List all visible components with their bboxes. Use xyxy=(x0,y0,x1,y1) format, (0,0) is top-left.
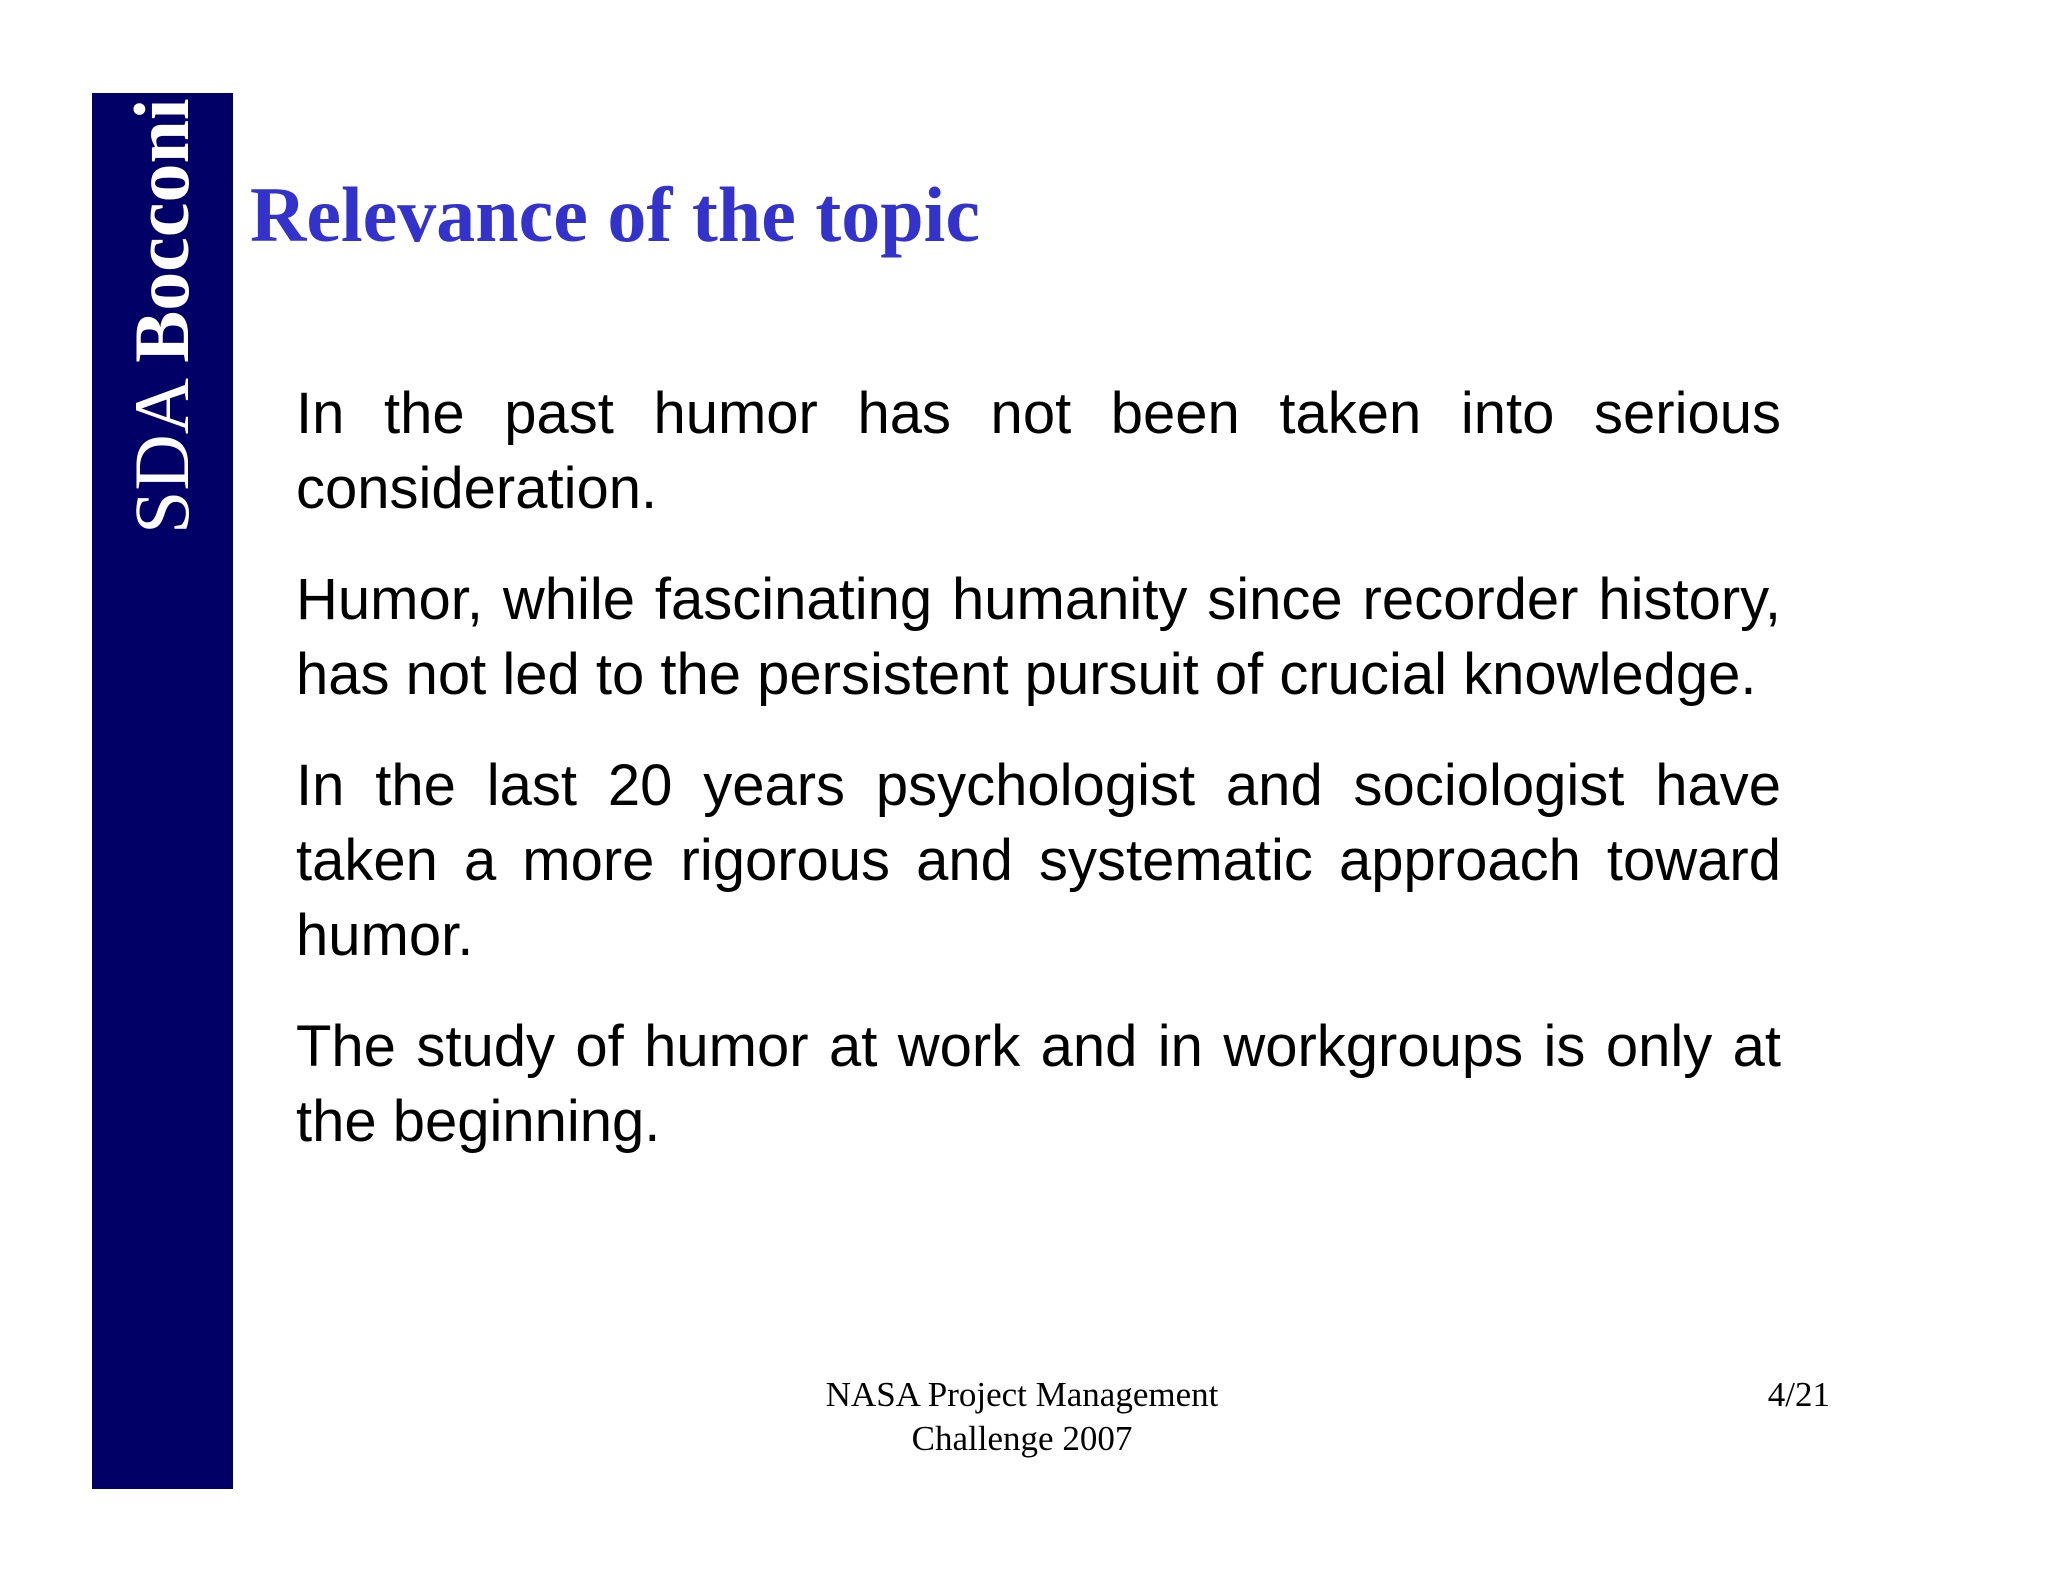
footer-line-1: NASA Project Management xyxy=(825,1375,1219,1414)
footer-event xyxy=(772,1373,1272,1461)
slide-title: Relevance of the topic xyxy=(250,171,980,258)
slide-body xyxy=(296,376,1781,1195)
page-number: 4/21 xyxy=(1767,1375,1830,1414)
body-paragraph-3: In the last 20 years psychologist and sociologist have taken a more rigorous and systematic approach toward humor. xyxy=(296,753,1781,968)
body-paragraph-2: Humor, while fascinating humanity since recorder history, has not led to the persistent pursuit of crucial knowledge. xyxy=(296,567,1781,707)
footer-line-2: Challenge 2007 xyxy=(911,1419,1133,1458)
body-paragraph-1: In the past humor has not been taken into serious consideration. xyxy=(296,381,1781,521)
body-paragraph-4: The study of humor at work and in workgroups is only at the beginning. xyxy=(296,1014,1781,1154)
brand-sda: SDA xyxy=(118,382,205,534)
brand-logo xyxy=(118,98,205,534)
brand-bocconi: Bocconi xyxy=(118,98,205,363)
brand-wordmark xyxy=(118,98,205,534)
